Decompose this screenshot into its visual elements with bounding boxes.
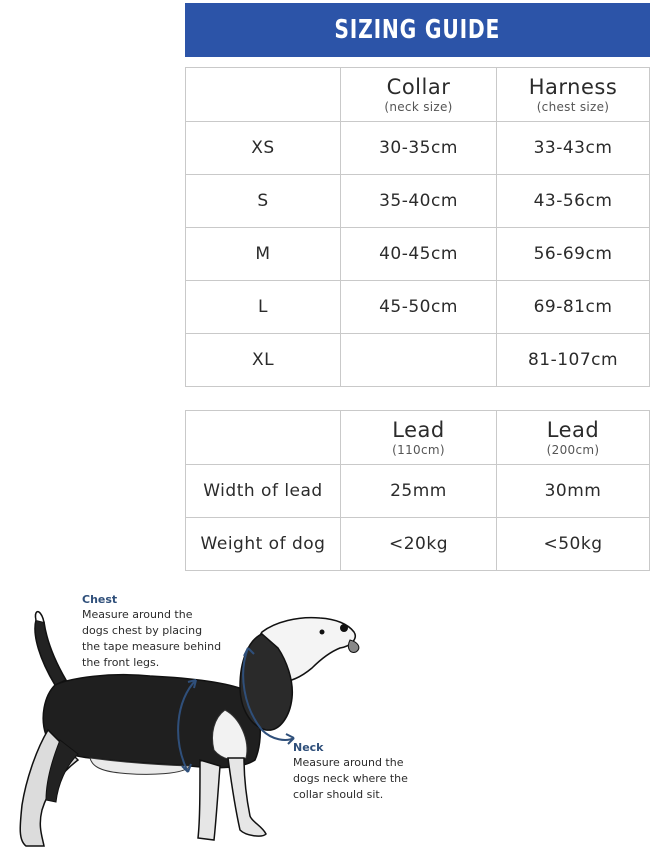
size-label: XS (186, 122, 341, 175)
empty-header-cell (186, 411, 341, 465)
row-label: Weight of dog (186, 518, 341, 571)
lead-long-header (497, 411, 650, 465)
collar-header-label: Collar (386, 74, 451, 99)
table-row (186, 122, 650, 175)
collar-value: 45-50cm (341, 281, 497, 334)
lead-long-header-sub: (200cm) (546, 442, 600, 457)
lead-short-header-label: Lead (392, 417, 445, 442)
size-label: S (186, 175, 341, 228)
chest-note-line: dogs chest by placing (82, 624, 203, 637)
table-row (186, 518, 650, 571)
lead-short-value: 25mm (341, 465, 497, 518)
lead-short-value: <20kg (341, 518, 497, 571)
lead-long-value: 30mm (497, 465, 650, 518)
collar-value: 35-40cm (341, 175, 497, 228)
harness-header-label: Harness (528, 74, 618, 99)
harness-header-sub: (chest size) (536, 99, 610, 114)
row-label: Width of lead (186, 465, 341, 518)
dog-tail (35, 620, 66, 685)
lead-short-header-sub: (110cm) (392, 442, 445, 457)
neck-note-title: Neck (293, 741, 324, 754)
chest-note-line: the tape measure behind (82, 640, 222, 653)
neck-note-line: Measure around the (293, 756, 404, 769)
size-table-header (186, 68, 650, 122)
banner-title: SIZING GUIDE (334, 15, 501, 45)
collar-value (341, 334, 497, 387)
harness-value: 43-56cm (497, 175, 650, 228)
harness-value: 81-107cm (497, 334, 650, 387)
chest-note-line: Measure around the (82, 608, 193, 621)
chest-note-title: Chest (82, 593, 118, 606)
collar-value: 40-45cm (341, 228, 497, 281)
neck-note-line: dogs neck where the (293, 772, 408, 785)
table-row (186, 175, 650, 228)
empty-header-cell (186, 68, 341, 122)
chest-note-line: the front legs. (82, 656, 160, 669)
sizing-guide-banner (185, 3, 650, 57)
lead-long-value: <50kg (497, 518, 650, 571)
size-table (185, 67, 650, 387)
dog-front-leg (198, 760, 220, 840)
size-label: XL (186, 334, 341, 387)
lead-short-header (341, 411, 497, 465)
lead-table (185, 410, 650, 571)
lead-table-header (186, 411, 650, 465)
table-row (186, 334, 650, 387)
table-row (186, 228, 650, 281)
table-row (186, 281, 650, 334)
size-label: L (186, 281, 341, 334)
collar-value: 30-35cm (341, 122, 497, 175)
harness-value: 69-81cm (497, 281, 650, 334)
harness-value: 33-43cm (497, 122, 650, 175)
harness-value: 56-69cm (497, 228, 650, 281)
neck-note-line: collar should sit. (293, 788, 384, 801)
harness-header (497, 68, 650, 122)
collar-header-sub: (neck size) (384, 99, 453, 114)
table-row (186, 465, 650, 518)
lead-long-header-label: Lead (546, 417, 600, 442)
collar-header (341, 68, 497, 122)
neck-note (293, 740, 408, 803)
size-label: M (186, 228, 341, 281)
chest-note (82, 592, 221, 671)
